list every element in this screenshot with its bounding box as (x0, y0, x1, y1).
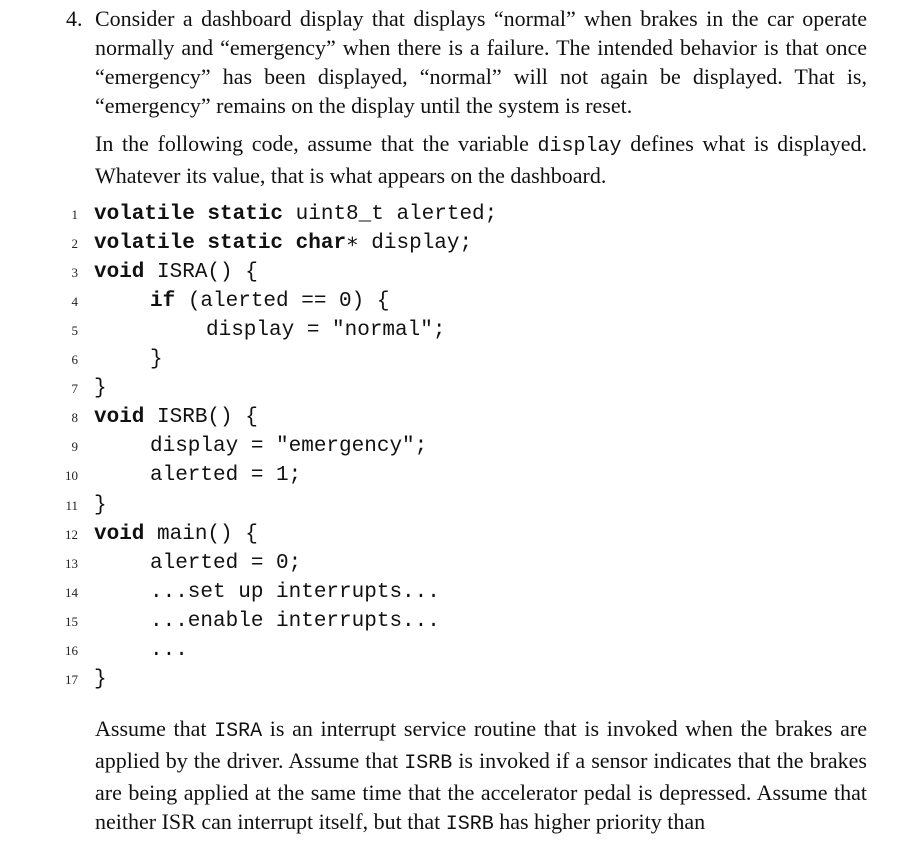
line-number: 3 (71, 265, 78, 281)
code-line (0, 636, 912, 665)
paragraph-text: is an interrupt service routine that is invoked when the brakes are applied by the driver. Assume that (95, 716, 867, 773)
paragraph-text: Assume that (95, 716, 215, 741)
code-token: display = "normal"; (206, 319, 446, 343)
code-line (0, 520, 912, 549)
line-number: 1 (71, 207, 78, 222)
line-number: 5 (71, 323, 78, 339)
code-line (0, 374, 912, 403)
code-text (150, 607, 440, 636)
inline-code: ISRA (214, 720, 263, 743)
code-line (0, 578, 912, 607)
code-text (150, 287, 389, 316)
code-token: } (94, 377, 107, 401)
code-keyword: volatile static (94, 203, 284, 226)
paragraph-text: is invoked if a sensor indicates that the brakes are being applied at the same time that the accelerator pedal is depressed. Assume that neither ISR can interrupt itself, but that (95, 748, 867, 834)
code-text (150, 549, 301, 578)
code-text (150, 578, 440, 607)
code-token: (alerted == 0) { (175, 290, 390, 314)
code-keyword: void (94, 522, 145, 546)
code-token: alerted = 1; (150, 464, 302, 488)
line-number: 16 (65, 642, 78, 658)
line-number: 4 (71, 294, 78, 310)
line-number: 12 (65, 526, 78, 542)
code-text (150, 432, 427, 461)
line-number: 10 (65, 468, 78, 484)
code-line (0, 665, 912, 694)
code-text (94, 200, 497, 229)
code-token: main() { (144, 522, 258, 546)
code-line (0, 287, 912, 316)
code-token: } (94, 667, 107, 691)
code-keyword: volatile static char (94, 232, 347, 256)
code-text (94, 374, 107, 403)
line-number: 11 (65, 497, 78, 513)
line-number: 8 (71, 410, 78, 426)
code-line (0, 461, 912, 490)
code-token: ...set up interrupts... (150, 580, 440, 604)
code-text (150, 345, 163, 374)
code-token: display = "emergency"; (150, 435, 428, 459)
inline-code: ISRB (445, 813, 494, 836)
paragraph-text: has higher priority than (493, 809, 706, 834)
code-text (94, 229, 472, 258)
line-number: 6 (71, 352, 78, 368)
intro-paragraph (95, 4, 867, 120)
code-text (94, 258, 258, 287)
code-keyword: if (150, 290, 176, 314)
code-line (0, 345, 912, 374)
code-text (94, 520, 258, 549)
paragraph-text: In the following code, assume that the variable (95, 131, 538, 156)
code-token: uint8_t alerted; (283, 203, 498, 226)
after-code-paragraph (95, 714, 867, 839)
inline-code: ISRB (404, 752, 453, 775)
code-token: ∗ display; (346, 232, 473, 256)
code-line (0, 432, 912, 461)
code-keyword: void (94, 261, 145, 285)
code-token: ... (150, 638, 188, 662)
line-number: 2 (71, 236, 78, 252)
code-line (0, 316, 912, 345)
code-line (0, 200, 912, 229)
line-number: 15 (65, 613, 78, 629)
paragraph-text: Consider a dashboard display that displays “normal” when brakes in the car operate normally and “emergency” when there is a failure. The intended behavior is that once “emergency” has been displayed, “normal” will not again be displayed. That is, “emergency” remains on the display until the system is reset. (95, 6, 867, 118)
code-token: ISRA() { (144, 261, 258, 285)
code-text (94, 403, 258, 432)
code-text (94, 491, 107, 520)
code-line (0, 229, 912, 258)
code-text (94, 665, 107, 694)
code-text (150, 461, 301, 490)
problem-number: 4. (66, 6, 83, 31)
line-number: 13 (65, 555, 78, 571)
code-text (150, 636, 188, 665)
code-keyword: void (94, 406, 145, 430)
code-token: ...enable interrupts... (150, 609, 440, 633)
code-line (0, 491, 912, 520)
code-line (0, 607, 912, 636)
code-intro-paragraph (95, 129, 867, 190)
code-line (0, 258, 912, 287)
paragraph-text: defines what is displayed. Whatever its value, that is what appears on the dashboard. (95, 131, 867, 188)
inline-code: display (537, 135, 622, 158)
code-token: alerted = 0; (150, 551, 302, 575)
code-line (0, 549, 912, 578)
code-token: } (94, 493, 107, 517)
line-number: 9 (71, 439, 78, 455)
line-number: 17 (65, 671, 78, 687)
line-number: 14 (65, 584, 78, 600)
code-token: } (150, 348, 163, 372)
line-number: 7 (71, 381, 78, 397)
code-token: ISRB() { (144, 406, 258, 430)
code-line (0, 403, 912, 432)
code-text (206, 316, 445, 345)
